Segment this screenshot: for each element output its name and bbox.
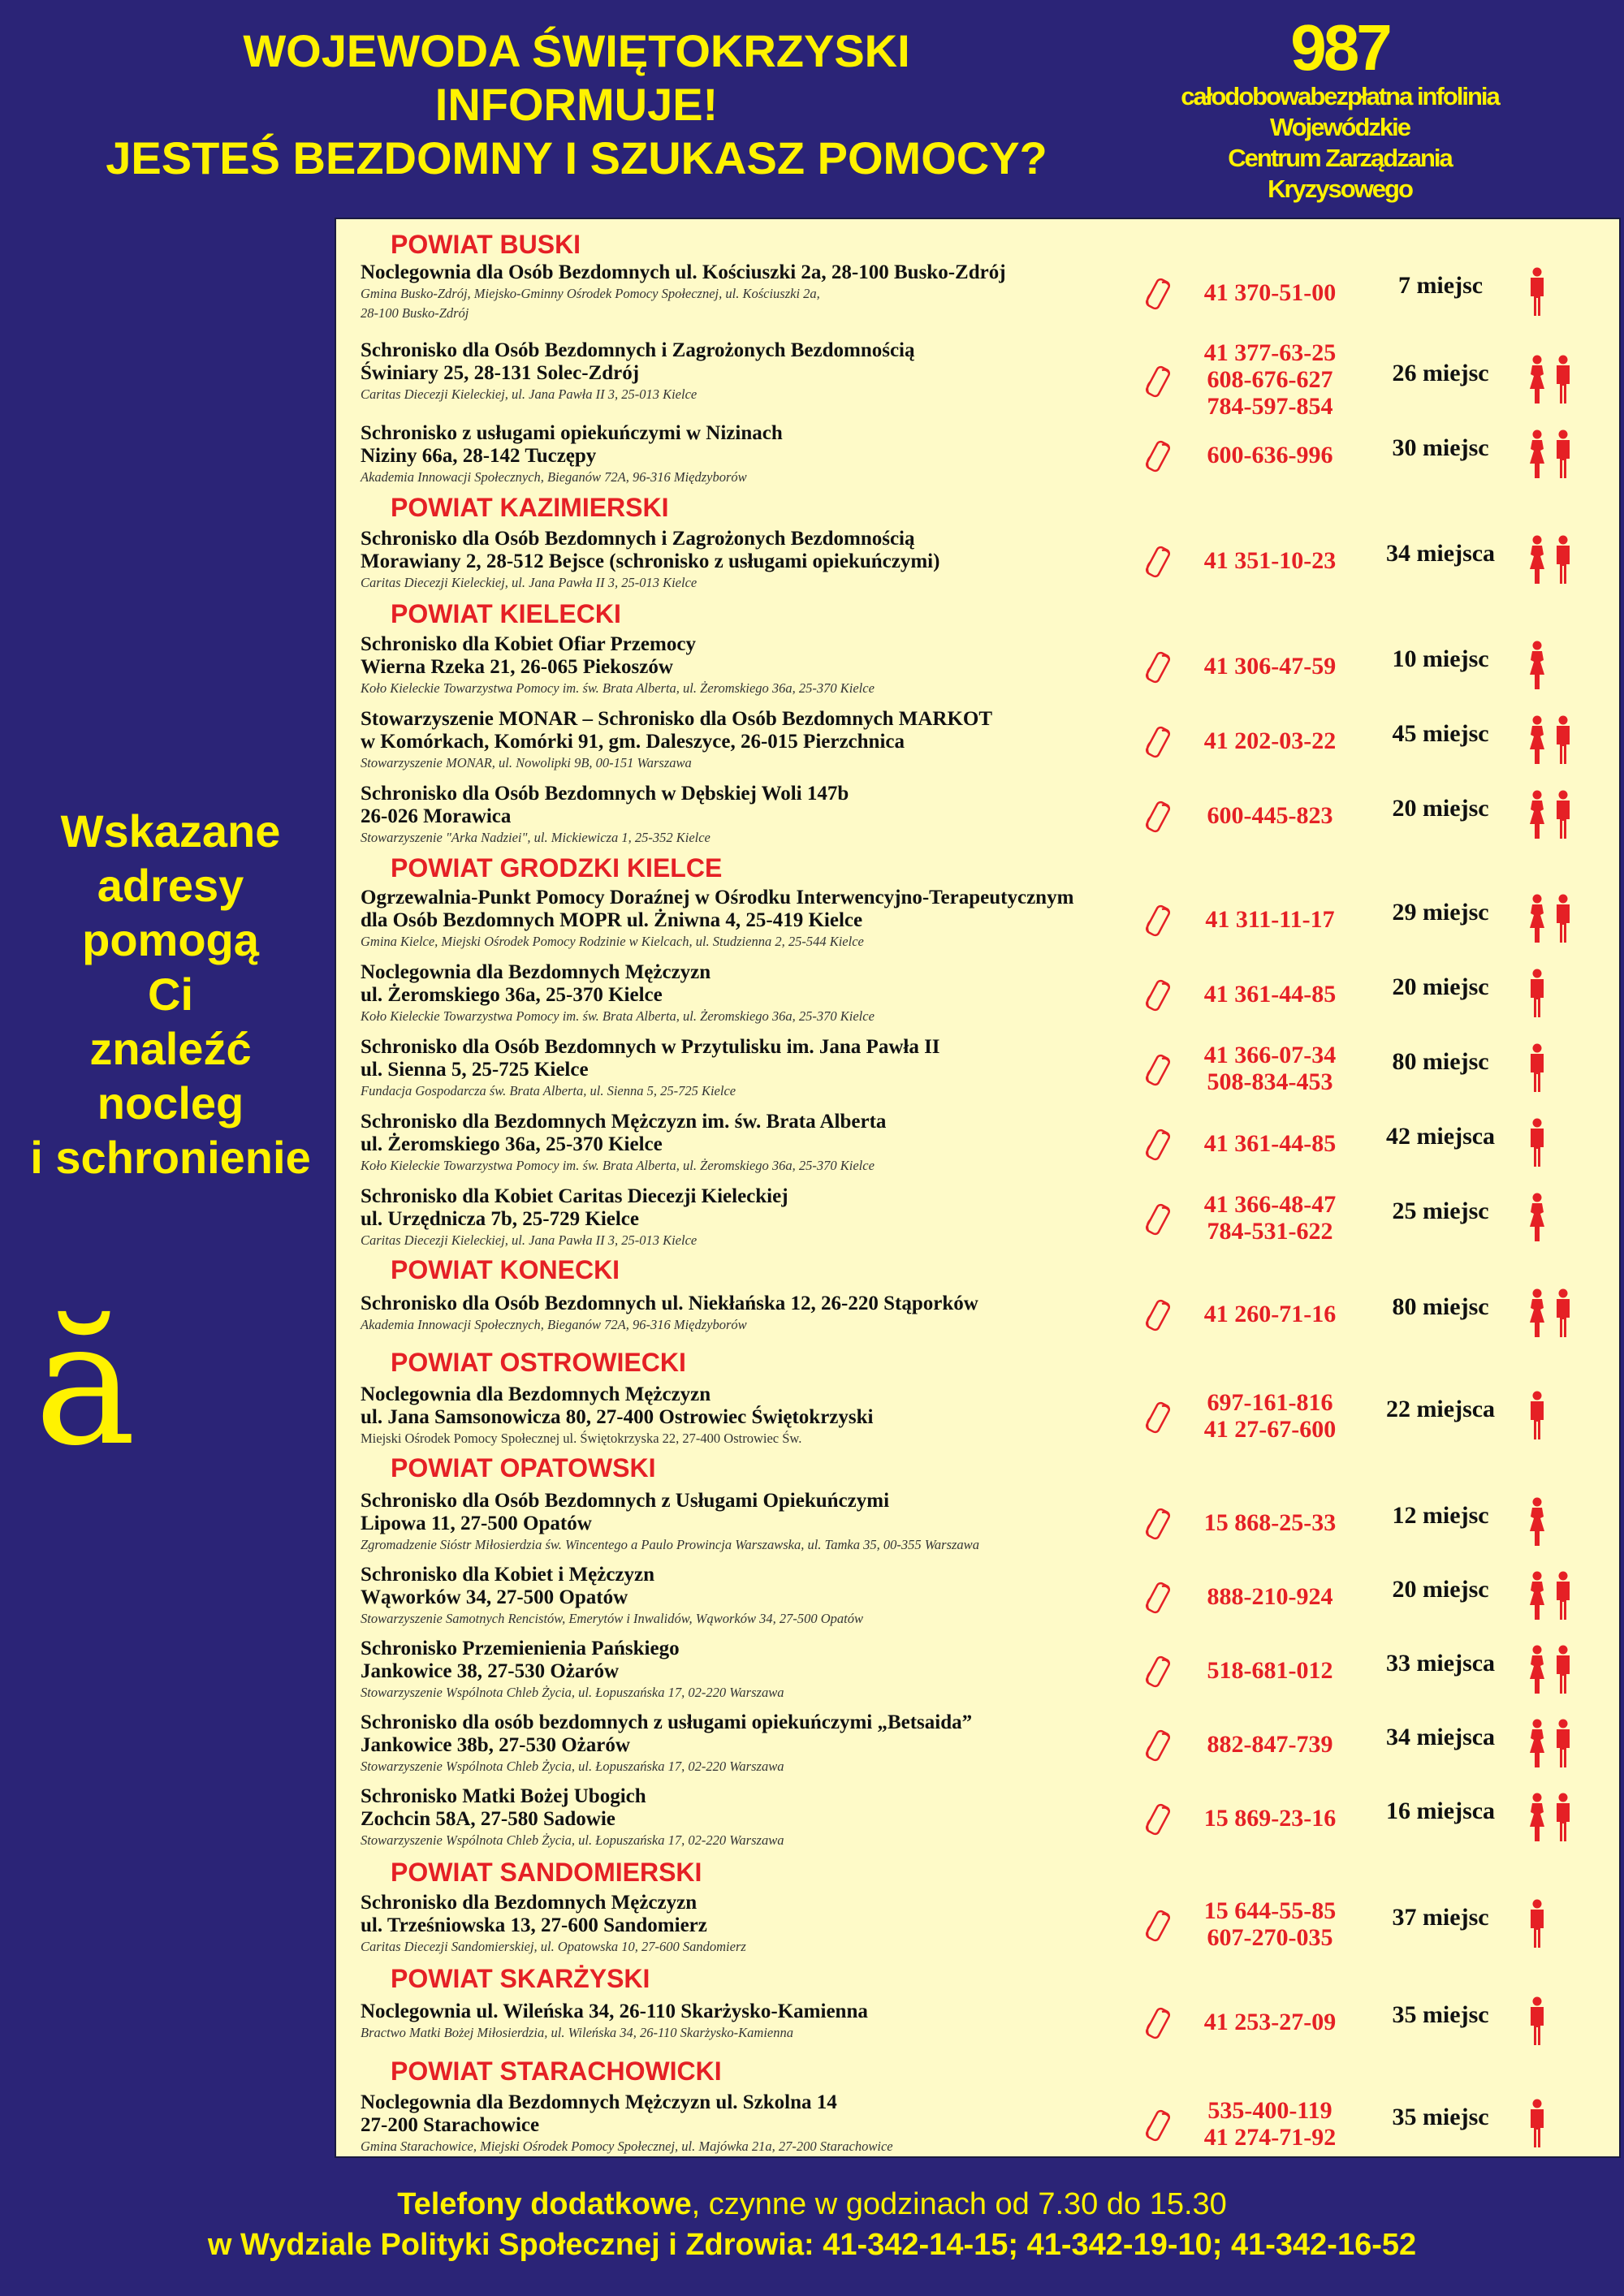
capacity: 35 miejsc	[1392, 2104, 1489, 2130]
phone-number[interactable]: 41 361-44-85	[1203, 1129, 1337, 1157]
capacity: 10 miejsc	[1392, 645, 1489, 672]
operator-line: Koło Kieleckie Towarzystwa Pomocy im. św. Brata Alberta, ul. Żeromskiego 36a, 25-370 Kielce	[361, 1008, 875, 1024]
phone-numbers	[1168, 547, 1371, 574]
phone-numbers	[1168, 1191, 1371, 1245]
capacity: 33 miejsca	[1385, 1650, 1496, 1677]
section-heading: POWIAT OPATOWSKI	[391, 1453, 656, 1482]
shelter-name-block	[361, 1892, 1140, 1957]
section-heading: POWIAT BUSKI	[391, 230, 581, 259]
section-heading: POWIAT OSTROWIECKI	[391, 1348, 686, 1377]
header-line-1: WOJEWODA ŚWIĘTOKRZYSKI	[243, 25, 910, 76]
woman-man-icon	[1527, 429, 1574, 481]
infoline-number[interactable]: 987	[1290, 11, 1389, 84]
capacity: 30 miejsc	[1392, 434, 1489, 461]
footer-bold: Telefony dodatkowe	[397, 2187, 692, 2221]
shelter-name-line: Schronisko dla osób bezdomnych z usługami opiekuńczymi „Betsaida”	[361, 1711, 973, 1733]
phone-number[interactable]: 784-531-622	[1207, 1218, 1333, 1245]
side-slogan	[0, 804, 341, 1185]
operator-line: Gmina Busko-Zdrój, Miejsko-Gminny Ośrodek Pomocy Społecznej, ul. Kościuszki 2a,	[361, 286, 820, 301]
phone-numbers	[1168, 1583, 1371, 1610]
phone-number[interactable]: 41 361-44-85	[1203, 980, 1337, 1008]
phone-number[interactable]: 41 260-71-16	[1203, 1300, 1337, 1327]
capacity: 45 miejsc	[1392, 720, 1489, 747]
man-icon	[1527, 969, 1548, 1021]
infoline-text-4: Kryzysowego	[1268, 175, 1412, 203]
operator-line: Stowarzyszenie Samotnych Rencistów, Emerytów i Inwalidów, Wąworków 34, 27-500 Opatów	[361, 1611, 864, 1626]
shelter-name-line: Schronisko Przemienienia Pańskiego	[361, 1638, 680, 1659]
shelter-name-line: Noclegownia dla Bezdomnych Mężczyzn ul. Szkolna 14	[361, 2091, 837, 2113]
phone-number[interactable]: 41 377-63-25	[1203, 339, 1337, 366]
shelter-name-line: Schronisko dla Osób Bezdomnych i Zagrożonych Bezdomnością	[361, 528, 915, 550]
infoline-text-3: Centrum Zarządzania	[1228, 144, 1452, 172]
capacity: 26 miejsc	[1392, 359, 1489, 386]
man-icon	[1527, 2099, 1548, 2151]
side-line: Ci	[148, 969, 193, 1020]
woman-man-icon	[1527, 790, 1574, 842]
shelter-name-block	[361, 1293, 1140, 1335]
shelter-name-line: ul. Urzędnicza 7b, 25-729 Kielce	[361, 1208, 639, 1230]
operator-line: Akademia Innowacji Społecznych, Bieganów 72A, 96-316 Międzyborów	[361, 469, 747, 485]
capacity: 80 miejsc	[1392, 1048, 1489, 1075]
shelter-name-line: Jankowice 38, 27-530 Ożarów	[361, 1660, 620, 1682]
operator-line: Miejski Ośrodek Pomocy Społecznej ul. Świętokrzyska 22, 27-400 Ostrowiec Św.	[361, 1431, 802, 1446]
shelter-name-line: Schronisko dla Bezdomnych Mężczyzn im. św. Brata Alberta	[361, 1111, 887, 1133]
phone-numbers	[1168, 1805, 1371, 1832]
phone-number[interactable]: 518-681-012	[1207, 1656, 1333, 1684]
header-line-3: JESTEŚ BEZDOMNY I SZUKASZ POMOCY?	[106, 132, 1047, 183]
operator-line: Zgromadzenie Sióstr Miłosierdzia św. Wincentego a Paulo Prowincja Warszawska, ul. Tamka 35, 00-355 Warszawa	[361, 1537, 979, 1552]
phone-numbers	[1168, 1042, 1371, 1095]
capacity: 34 miejsca	[1385, 1724, 1496, 1750]
infoline-block	[1121, 11, 1559, 205]
shelter-name-line: Noclegownia dla Bezdomnych Mężczyzn	[361, 961, 711, 983]
shelter-name-line: Schronisko dla Osób Bezdomnych w Dębskiej Woli 147b	[361, 783, 849, 805]
section-heading: POWIAT SANDOMIERSKI	[391, 1858, 702, 1887]
operator-line: 28-100 Busko-Zdrój	[361, 305, 469, 321]
shelter-name-block	[361, 887, 1140, 952]
operator-line: Fundacja Gospodarcza św. Brata Alberta, ul. Sienna 5, 25-725 Kielce	[361, 1083, 736, 1098]
section-heading: POWIAT KIELECKI	[391, 599, 621, 628]
phone-number[interactable]: 600-636-996	[1207, 441, 1333, 468]
shelter-name-line: Schronisko dla Kobiet Ofiar Przemocy	[361, 633, 696, 655]
man-icon	[1527, 1996, 1548, 2048]
woman-man-icon	[1527, 894, 1574, 946]
woman-icon	[1527, 1497, 1548, 1549]
phone-number[interactable]: 41 202-03-22	[1203, 727, 1337, 754]
operator-line: Gmina Starachowice, Miejski Ośrodek Pomocy Społecznej, ul. Majówka 21a, 27-200 Starachowice	[361, 2138, 893, 2154]
shelter-list-panel	[335, 218, 1621, 2158]
shelter-name-line: Świniary 25, 28-131 Solec-Zdrój	[361, 362, 640, 384]
capacity: 42 miejsca	[1385, 1123, 1496, 1150]
infoline-text-2: Wojewódzkie	[1269, 113, 1410, 141]
capacity: 80 miejsc	[1392, 1293, 1489, 1320]
shelter-name-line: ul. Żeromskiego 36a, 25-370 Kielce	[361, 1133, 663, 1155]
shelter-name-block	[361, 261, 1140, 323]
shelter-name-line: Schronisko dla Bezdomnych Mężczyzn	[361, 1892, 698, 1914]
phone-numbers	[1168, 1130, 1371, 1157]
section-heading: POWIAT KAZIMIERSKI	[391, 493, 669, 522]
footer	[0, 2184, 1624, 2265]
side-line: i schronienie	[30, 1132, 311, 1183]
operator-line: Stowarzyszenie Wspólnota Chleb Życia, ul. Łopuszańska 17, 02-220 Warszawa	[361, 1685, 784, 1700]
capacity: 16 miejsca	[1385, 1798, 1496, 1824]
shelter-name-block	[361, 961, 1140, 1026]
woman-man-icon	[1527, 535, 1574, 587]
capacity: 20 miejsc	[1392, 795, 1489, 822]
shelter-name-line: 26-026 Morawica	[361, 805, 512, 827]
capacity: 29 miejsc	[1392, 899, 1489, 926]
operator-line: Caritas Diecezji Kieleckiej, ul. Jana Pawła II 3, 25-013 Kielce	[361, 386, 698, 402]
shelter-name-line: w Komórkach, Komórki 91, gm. Daleszyce, 26-015 Pierzchnica	[361, 731, 905, 753]
phone-numbers	[1168, 442, 1371, 468]
phone-number[interactable]: 41 370-51-00	[1203, 278, 1337, 306]
phone-numbers	[1168, 653, 1371, 680]
shelter-name-block	[361, 783, 1140, 848]
shelter-name-line: Lipowa 11, 27-500 Opatów	[361, 1513, 592, 1534]
shelter-name-line: Schronisko dla Kobiet Caritas Diecezji Kieleckiej	[361, 1185, 788, 1207]
section-heading: POWIAT STARACHOWICKI	[391, 2056, 722, 2086]
phone-number[interactable]: 41 351-10-23	[1203, 546, 1337, 574]
section-heading: POWIAT GRODZKI KIELCE	[391, 853, 723, 883]
phone-numbers	[1168, 1509, 1371, 1536]
phone-numbers	[1168, 906, 1371, 933]
infoline-text-1: całodobowabezpłatna infolinia	[1181, 82, 1499, 110]
shelter-name-block	[361, 708, 1140, 773]
phone-numbers	[1168, 339, 1371, 420]
shelter-name-line: ul. Sienna 5, 25-725 Kielce	[361, 1059, 589, 1081]
shelter-name-line: Schronisko dla Osób Bezdomnych w Przytulisku im. Jana Pawła II	[361, 1036, 940, 1058]
phone-number[interactable]: 41 366-48-47	[1203, 1191, 1337, 1218]
operator-line: Stowarzyszenie "Arka Nadziei", ul. Mickiewicza 1, 25-352 Kielce	[361, 830, 710, 845]
shelter-name-line: Noclegownia ul. Wileńska 34, 26-110 Skarżysko-Kamienna	[361, 2000, 868, 2022]
phone-number[interactable]: 41 311-11-17	[1205, 905, 1335, 933]
woman-man-icon	[1527, 1288, 1574, 1340]
shelter-name-block	[361, 633, 1140, 698]
header-title	[0, 24, 1153, 185]
phone-numbers	[1168, 1897, 1371, 1951]
shelter-name-line: ul. Żeromskiego 36a, 25-370 Kielce	[361, 984, 663, 1006]
shelter-name-line: Wierna Rzeka 21, 26-065 Piekoszów	[361, 656, 673, 678]
phone-number[interactable]: 41 306-47-59	[1203, 652, 1337, 680]
operator-line: Stowarzyszenie MONAR, ul. Nowolipki 9B, 00-151 Warszawa	[361, 755, 692, 770]
phone-number[interactable]: 41 27-67-600	[1203, 1416, 1337, 1443]
phone-numbers	[1168, 1301, 1371, 1327]
capacity: 20 miejsc	[1392, 1576, 1489, 1603]
woman-man-icon	[1527, 1719, 1574, 1771]
shelter-name-line: Schronisko dla Osób Bezdomnych z Usługami Opiekuńczymi	[361, 1490, 890, 1512]
shelter-name-line: 27-200 Starachowice	[361, 2114, 540, 2136]
operator-line: Koło Kieleckie Towarzystwa Pomocy im. św. Brata Alberta, ul. Żeromskiego 36a, 25-370 Kielce	[361, 1158, 875, 1173]
capacity: 7 miejsc	[1397, 272, 1484, 299]
phone-number[interactable]: 508-834-453	[1207, 1068, 1333, 1095]
operator-line: Caritas Diecezji Kieleckiej, ul. Jana Pawła II 3, 25-013 Kielce	[361, 575, 698, 590]
man-icon	[1527, 1899, 1548, 1951]
shelter-name-line: Schronisko dla Osób Bezdomnych ul. Niekłańska 12, 26-220 Stąporków	[361, 1293, 978, 1314]
phone-number[interactable]: 41 253-27-09	[1203, 2008, 1337, 2035]
phone-number[interactable]: 882-847-739	[1207, 1730, 1333, 1758]
phone-numbers	[1168, 2009, 1371, 2035]
shelter-name-line: Wąworków 34, 27-500 Opatów	[361, 1586, 628, 1608]
phone-number[interactable]: 15 644-55-85	[1203, 1897, 1337, 1924]
footer-normal: , czynne w godzinach od 7.30 do 15.30	[691, 2187, 1227, 2221]
operator-line: Caritas Diecezji Kieleckiej, ul. Jana Pawła II 3, 25-013 Kielce	[361, 1232, 698, 1248]
man-icon	[1527, 1118, 1548, 1170]
side-line: nocleg	[97, 1077, 244, 1129]
operator-line: Stowarzyszenie Wspólnota Chleb Życia, ul. Łopuszańska 17, 02-220 Warszawa	[361, 1759, 784, 1774]
shelter-name-block	[361, 1036, 1140, 1101]
shelter-name-line: Stowarzyszenie MONAR – Schronisko dla Osób Bezdomnych MARKOT	[361, 708, 993, 730]
phone-numbers	[1168, 1731, 1371, 1758]
phone-number[interactable]: 888-210-924	[1207, 1582, 1333, 1610]
shelter-name-block	[361, 1383, 1140, 1448]
phone-numbers	[1168, 279, 1371, 306]
woman-man-icon	[1527, 1645, 1574, 1697]
shelter-name-block	[361, 1711, 1140, 1776]
phone-number[interactable]: 15 869-23-16	[1203, 1804, 1337, 1832]
woman-man-icon	[1527, 1793, 1574, 1845]
phone-number[interactable]: 41 366-07-34	[1203, 1042, 1337, 1068]
shelter-name-line: Schronisko dla Osób Bezdomnych i Zagrożonych Bezdomnością	[361, 339, 915, 361]
shelter-name-line: Schronisko dla Kobiet i Mężczyzn	[361, 1564, 655, 1586]
capacity: 37 miejsc	[1392, 1904, 1489, 1931]
side-line: pomogą	[82, 914, 259, 965]
phone-number[interactable]: 535-400-119	[1207, 2097, 1332, 2124]
phone-numbers	[1168, 1657, 1371, 1684]
shelter-name-block	[361, 1490, 1140, 1555]
shelter-name-block	[361, 1111, 1140, 1176]
header-line-2: INFORMUJE!	[434, 79, 719, 130]
shelter-name-block	[361, 1185, 1140, 1250]
section-heading: POWIAT KONECKI	[391, 1255, 620, 1284]
shelter-name-line: Noclegownia dla Bezdomnych Mężczyzn	[361, 1383, 711, 1405]
side-line: Wskazane	[60, 805, 281, 857]
shelter-name-block	[361, 1638, 1140, 1703]
footer-line-1	[0, 2184, 1624, 2225]
capacity: 25 miejsc	[1392, 1198, 1489, 1224]
phone-numbers	[1168, 2097, 1371, 2151]
footer-line-2: w Wydziale Polityki Społecznej i Zdrowia: 41-342-14-15; 41-342-19-10; 41-342-16-52	[207, 2228, 1417, 2262]
woman-icon	[1527, 1193, 1548, 1245]
shelter-name-line: Noclegownia dla Osób Bezdomnych ul. Kościuszki 2a, 28-100 Busko-Zdrój	[361, 261, 1006, 283]
shelter-name-line: Morawiany 2, 28-512 Bejsce (schronisko z usługami opiekuńczymi)	[361, 550, 940, 572]
woman-man-icon	[1527, 1571, 1574, 1623]
shelter-name-block	[361, 1785, 1140, 1850]
woman-man-icon	[1527, 355, 1574, 407]
phone-number[interactable]: 15 868-25-33	[1203, 1508, 1337, 1536]
operator-line: Akademia Innowacji Społecznych, Bieganów 72A, 96-316 Międzyborów	[361, 1317, 747, 1332]
shelter-name-block	[361, 2000, 1140, 2043]
phone-number[interactable]: 784-597-854	[1207, 393, 1333, 420]
capacity: 22 miejsca	[1385, 1396, 1496, 1422]
shelter-name-line: Jankowice 38b, 27-530 Ożarów	[361, 1734, 630, 1756]
phone-number[interactable]: 608-676-627	[1207, 366, 1333, 393]
woman-icon	[1527, 641, 1548, 693]
shelter-name-line: ul. Jana Samsonowicza 80, 27-400 Ostrowiec Świętokrzyski	[361, 1406, 874, 1428]
side-line: adresy	[97, 860, 244, 911]
operator-line: Stowarzyszenie Wspólnota Chleb Życia, ul. Łopuszańska 17, 02-220 Warszawa	[361, 1832, 784, 1848]
man-icon	[1527, 267, 1548, 319]
woman-man-icon	[1527, 715, 1574, 767]
phone-numbers	[1168, 1389, 1371, 1443]
operator-line: Gmina Kielce, Miejski Ośrodek Pomocy Rodzinie w Kielcach, ul. Studzienna 2, 25-544 Kielce	[361, 934, 864, 949]
shelter-name-line: ul. Trześniowska 13, 27-600 Sandomierz	[361, 1914, 707, 1936]
shelter-name-line: Ogrzewalnia-Punkt Pomocy Doraźnej w Ośrodku Interwencyjno-Terapeutycznym	[361, 887, 1074, 908]
phone-number[interactable]: 697-161-816	[1207, 1389, 1333, 1416]
shelter-name-block	[361, 1564, 1140, 1629]
shelter-name-line: Schronisko z usługami opiekuńczymi w Nizinach	[361, 422, 783, 444]
shelter-name-block	[361, 2091, 1140, 2156]
operator-line: Koło Kieleckie Towarzystwa Pomocy im. św. Brata Alberta, ul. Żeromskiego 36a, 25-370 Kielce	[361, 680, 875, 696]
shelter-name-block	[361, 528, 1140, 593]
side-line: znaleźć	[89, 1023, 252, 1074]
capacity: 35 miejsc	[1392, 2001, 1489, 2028]
shelter-name-line: Zochcin 58A, 27-580 Sadowie	[361, 1808, 615, 1830]
shelter-name-line: Niziny 66a, 28-142 Tuczępy	[361, 445, 597, 467]
man-icon	[1527, 1391, 1548, 1443]
man-icon	[1527, 1043, 1548, 1095]
phone-number[interactable]: 600-445-823	[1207, 801, 1333, 829]
section-heading: POWIAT SKARŻYSKI	[391, 1964, 650, 1993]
shelter-name-block	[361, 339, 1140, 404]
shelter-name-block	[361, 422, 1140, 487]
phone-numbers	[1168, 802, 1371, 829]
capacity: 20 miejsc	[1392, 973, 1489, 1000]
operator-line: Bractwo Matki Bożej Miłosierdzia, ul. Wileńska 34, 26-110 Skarżysko-Kamienna	[361, 2025, 793, 2040]
shelter-name-line: Schronisko Matki Bożej Ubogich	[361, 1785, 646, 1807]
phone-numbers	[1168, 981, 1371, 1008]
phone-number[interactable]: 607-270-035	[1207, 1924, 1333, 1951]
capacity: 12 miejsc	[1392, 1502, 1489, 1529]
capacity: 34 miejsca	[1385, 540, 1496, 567]
phone-number[interactable]: 41 274-71-92	[1203, 2124, 1337, 2151]
shelter-name-line: dla Osób Bezdomnych MOPR ul. Żniwna 4, 25-419 Kielce	[361, 909, 863, 931]
logo: ă	[34, 1284, 136, 1483]
operator-line: Caritas Diecezji Sandomierskiej, ul. Opatowska 10, 27-600 Sandomierz	[361, 1939, 746, 1954]
phone-numbers	[1168, 727, 1371, 754]
